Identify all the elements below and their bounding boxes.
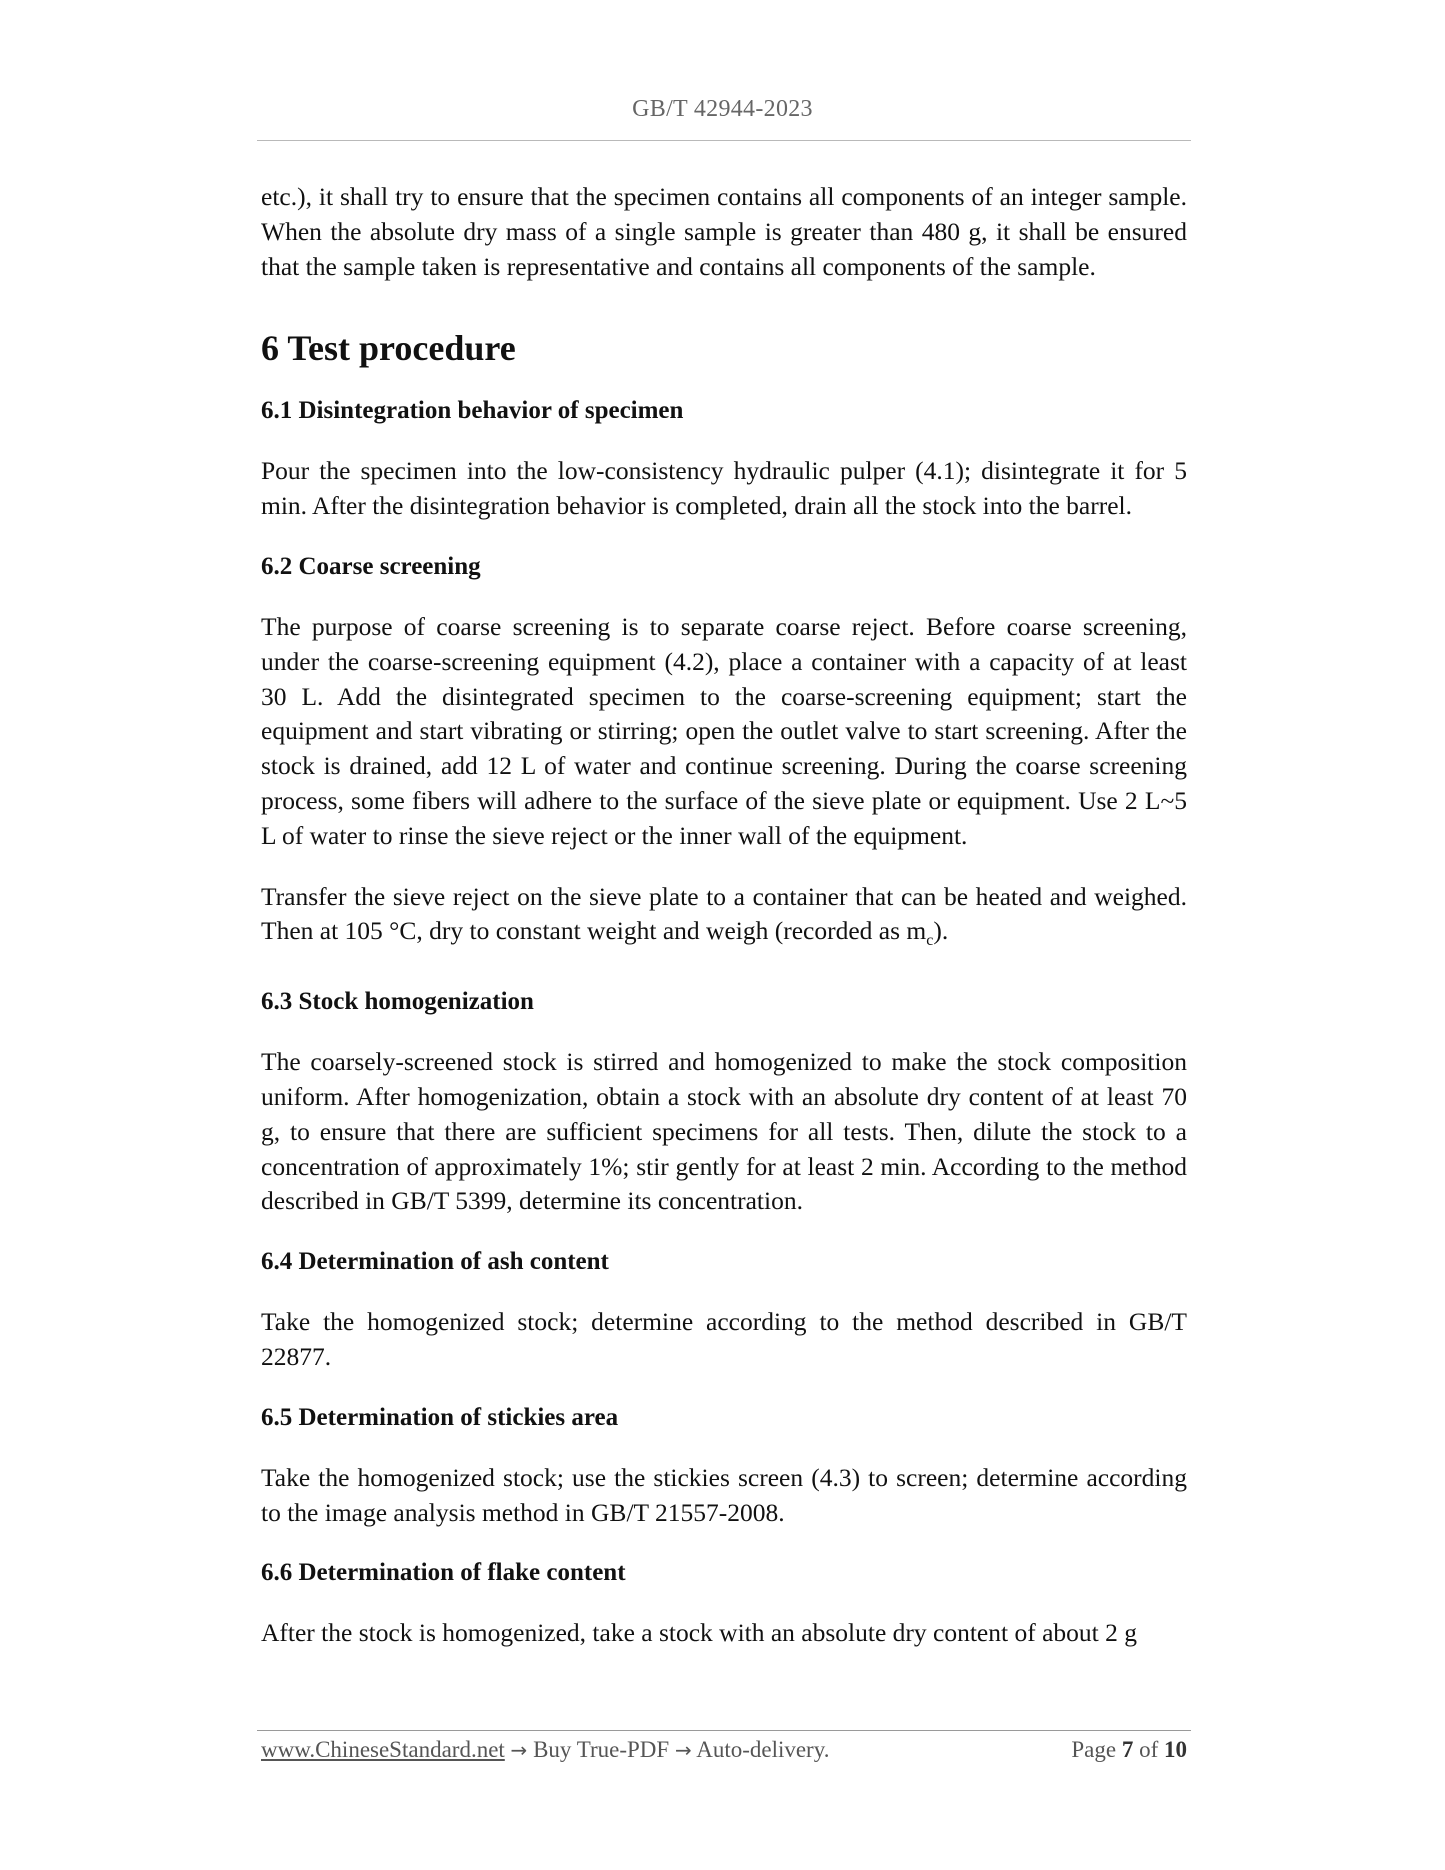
section-6-3-paragraph: The coarsely-screened stock is stirred and homogenized to make the stock composition uniform. After homogenization, obtain a stock with an absolute dry content of at least 70 g, to ensure that there are sufficient specimens for all tests. Then, dilute the stock to a concentration of approximately 1%; stir gently for at least 2 min. According to the method described in GB/T 5399, determine its concentration. xyxy=(261,1047,1187,1216)
footer-site-link[interactable]: www.ChineseStandard.net xyxy=(261,1737,505,1762)
footer-buy-text: Buy True-PDF xyxy=(533,1737,670,1762)
section-6-1-paragraph: Pour the specimen into the low-consistency hydraulic pulper (4.1); disintegrate it for 5 min. After the disintegration behavior is completed, drain all the stock into the barrel. xyxy=(261,456,1187,521)
section-6-3-heading: 6.3 Stock homogenization xyxy=(261,988,534,1016)
section-6-5-paragraph: Take the homogenized stock; use the stickies screen (4.3) to screen; determine according to the image analysis method in GB/T 21557-2008. xyxy=(261,1462,1187,1527)
footer-rule xyxy=(257,1730,1191,1731)
page-total: 10 xyxy=(1164,1737,1187,1762)
page-indicator xyxy=(1071,1737,1187,1763)
section-6-1-heading: 6.1 Disintegration behavior of specimen xyxy=(261,397,684,425)
document-body xyxy=(261,180,1187,1651)
header-doc-id: GB/T 42944-2023 xyxy=(632,96,813,122)
footer-delivery-text: Auto-delivery. xyxy=(696,1737,830,1762)
section-6-4-paragraph: Take the homogenized stock; determine according to the method described in GB/T 22877. xyxy=(261,1307,1187,1372)
intro-paragraph: etc.), it shall try to ensure that the specimen contains all components of an integer sample. When the absolute dry mass of a single sample is greater than 480 g, it shall be ensured that the sample taken is representative and contains all components of the sample. xyxy=(261,182,1187,281)
page-number: 7 xyxy=(1121,1737,1134,1762)
footer xyxy=(261,1737,1187,1771)
arrow-right-icon: → xyxy=(510,1738,528,1762)
section-6-2-paragraph-2-text: Transfer the sieve reject on the sieve plate to a container that can be heated and weighed. Then at 105 °C, dry to constant weight and weigh (recorded as m xyxy=(261,881,1187,946)
section-6-2-paragraph-2 xyxy=(261,880,1187,960)
section-6-heading: 6 Test procedure xyxy=(261,328,516,369)
section-6-2-paragraph-1: The purpose of coarse screening is to separate coarse reject. Before coarse screening, under the coarse-screening equipment (4.2), place a container with a capacity of at least 30 L. Add the disintegrated specimen to the coarse-screening equipment; start the equipment and start vibrating or stirring; open the outlet valve to start screening. After the stock is drained, add 12 L of water and continue screening. During the coarse screening process, some fibers will adhere to the surface of the sieve plate or equipment. Use 2 L~5 L of water to rinse the sieve reject or the inner wall of the equipment. xyxy=(261,611,1187,850)
section-6-2-paragraph-2-end: ). xyxy=(933,916,949,946)
page-word: Page xyxy=(1071,1737,1117,1762)
of-word: of xyxy=(1139,1737,1159,1762)
section-6-2-heading: 6.2 Coarse screening xyxy=(261,552,481,580)
section-6-6-paragraph: After the stock is homogenized, take a stock with an absolute dry content of about 2 g xyxy=(261,1618,1137,1648)
header-rule xyxy=(257,140,1191,141)
arrow-right-icon: → xyxy=(674,1738,692,1762)
section-6-6-heading: 6.6 Determination of flake content xyxy=(261,1559,626,1587)
footer-left xyxy=(261,1737,829,1763)
mass-subscript: c xyxy=(926,932,934,950)
section-6-4-heading: 6.4 Determination of ash content xyxy=(261,1248,609,1276)
section-6-5-heading: 6.5 Determination of stickies area xyxy=(261,1403,619,1431)
